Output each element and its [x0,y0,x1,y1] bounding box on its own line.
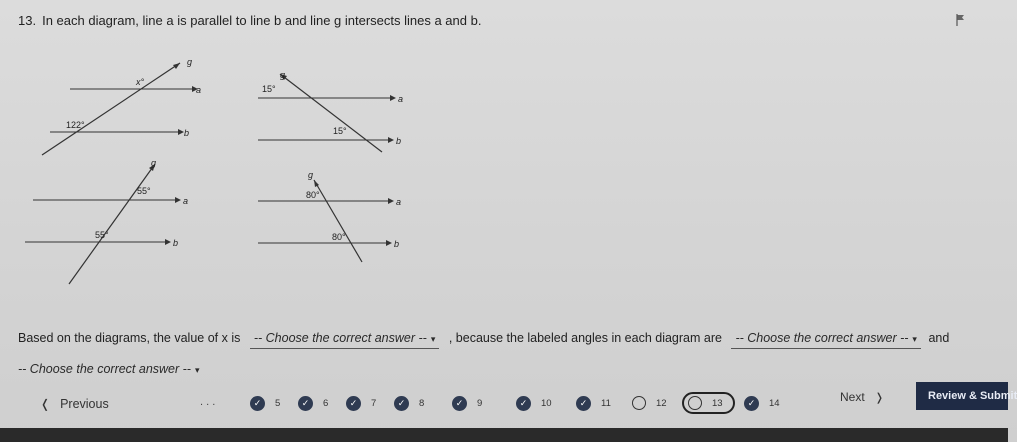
question-9-button[interactable]: ✓ 9 [452,394,482,412]
previous-button[interactable]: ❬ Previous [40,397,109,411]
diagram-2-angle-bottom: 15° [333,126,347,136]
diagram-4 [258,168,408,273]
diagram-4-a-label: a [396,197,402,207]
flag-icon[interactable] [956,14,966,26]
diagram-4-b-label: b [394,239,400,249]
question-7-button[interactable]: ✓ 7 [346,394,376,412]
diagram-1 [30,55,210,165]
angle-property-dropdown[interactable]: -- Choose the correct answer -- ▾ [18,362,200,376]
next-button[interactable]: Next ❭ [840,390,884,404]
diagram-2 [250,60,410,160]
diagram-1-angle-122: 122° [66,120,85,130]
diagram-1-angle-x: x° [136,77,145,87]
question-13-button[interactable]: 13 [682,392,735,414]
diagram-1-g-label: g [187,57,193,67]
diagram-4-g-label: g [308,170,314,180]
more-questions-ellipsis[interactable]: . . . [200,396,216,408]
answer-sentence [18,331,949,349]
diagram-2-angle-top: 15° [262,84,276,94]
question-navigation [0,386,1017,426]
diagram-1-b-label: b [184,128,190,138]
answer-text-1: Based on the diagrams, the value of x is [18,331,241,345]
answer-text-3: and [928,331,950,345]
check-icon: ✓ [394,396,409,411]
question-text [18,13,481,28]
diagram-3-b-label: b [173,238,179,248]
check-icon: ✓ [576,396,591,411]
question-8-button[interactable]: ✓ 8 [394,394,424,412]
chevron-down-icon: ▾ [194,365,200,375]
chevron-right-icon: ❭ [874,392,884,404]
question-10-button[interactable]: ✓ 10 [516,394,552,412]
diagram-3-angle-top: 55° [137,186,151,196]
diagram-3-angle-bottom: 55° [95,230,109,240]
question-prompt: In each diagram, line a is parallel to line b and line g intersects lines a and b. [42,13,482,28]
diagram-3 [25,158,200,293]
chevron-down-icon: ▾ [912,334,917,344]
question-14-button[interactable]: ✓ 14 [744,394,780,412]
question-11-button[interactable]: ✓ 11 [576,394,611,412]
diagram-2-g-label: g [280,70,286,80]
diagram-2-a-label: a [398,94,404,104]
answer-text-2: , because the labeled angles in each diagram are [448,331,722,345]
angle-relationship-dropdown[interactable]: -- Choose the correct answer -- ▾ [731,331,921,349]
diagram-3-g-label: g [151,158,157,168]
diagram-4-angle-bottom: 80° [332,232,346,242]
check-icon: ✓ [346,396,361,411]
screen-bottom-bezel [0,428,1008,442]
chevron-down-icon: ▾ [430,334,436,344]
check-icon: ✓ [250,396,265,411]
check-icon: ✓ [298,396,313,411]
diagram-1-a-label: a [196,85,202,95]
empty-circle-icon [688,396,702,410]
empty-circle-icon [632,396,646,410]
check-icon: ✓ [516,396,531,411]
question-6-button[interactable]: ✓ 6 [298,394,328,412]
question-number: 13. [18,13,37,28]
review-submit-button[interactable]: Review & Submit [916,382,1008,410]
check-icon: ✓ [744,396,759,411]
question-12-button[interactable]: 12 [632,394,667,412]
answer-sentence-line-2 [18,362,204,379]
question-5-button[interactable]: ✓ 5 [250,394,280,412]
x-value-dropdown[interactable]: -- Choose the correct answer -- ▾ [250,331,440,349]
diagram-3-a-label: a [183,196,189,206]
check-icon: ✓ [452,396,467,411]
diagram-2-b-label: b [396,136,402,146]
chevron-left-icon: ❬ [40,397,51,411]
diagram-4-angle-top: 80° [306,190,320,200]
